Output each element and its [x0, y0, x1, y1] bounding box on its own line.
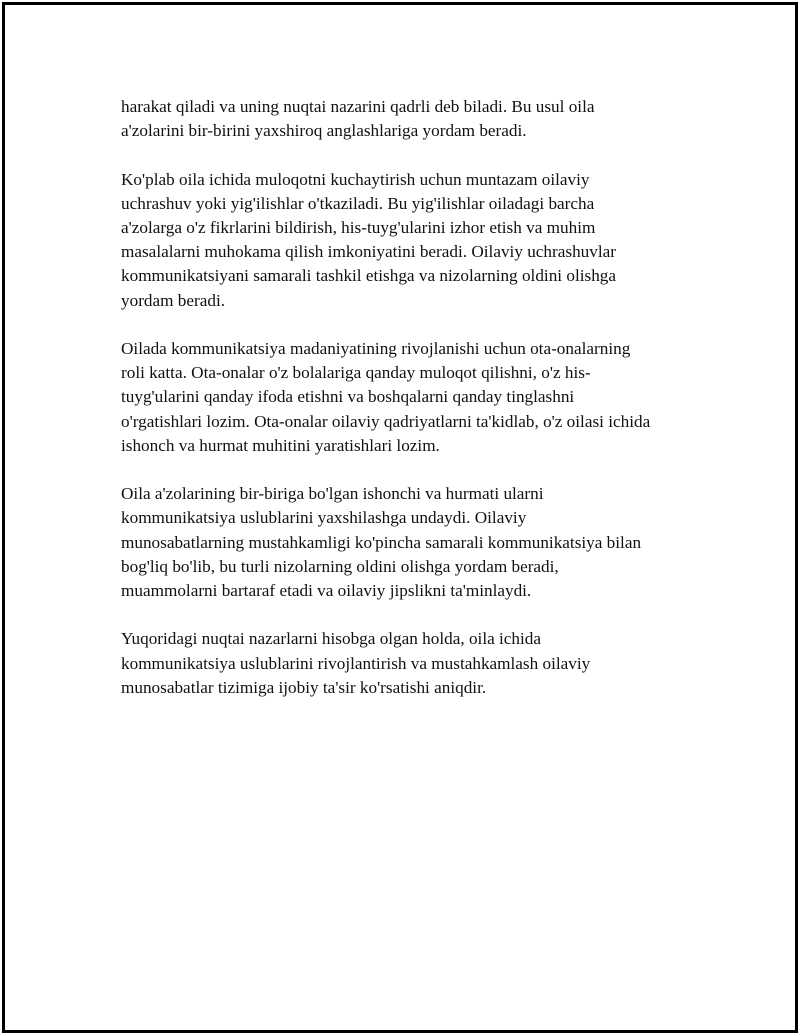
- text-line: Ko'plab oila ichida muloqotni kuchaytirish uchun muntazam oilaviy: [121, 169, 590, 189]
- text-line: yordam beradi.: [121, 290, 226, 310]
- text-line: munosabatlarning mustahkamligi ko'pincha samarali kommunikatsiya bilan: [121, 532, 642, 552]
- text-line: a'zolarini bir-birini yaxshiroq anglashlariga yordam beradi.: [121, 121, 527, 141]
- paragraph: [121, 627, 701, 700]
- text-line: roli katta. Ota-onalar o'z bolalariga qanday muloqot qilishni, o'z his-: [121, 363, 591, 383]
- text-line: a'zolarga o'z fikrlarini bildirish, his-tuyg'ularini izhor etish va muhim: [121, 218, 596, 237]
- text-line: Oilada kommunikatsiya madaniyatining rivojlanishi uchun ota-onalarning: [121, 339, 631, 358]
- text-line: kommunikatsiya uslublarini yaxshilashga undaydi. Oilaviy: [121, 508, 527, 528]
- page-frame: [2, 2, 798, 1033]
- text-line: uchrashuv yoki yig'ilishlar o'tkaziladi. Bu yig'ilishlar oiladagi barcha: [121, 193, 595, 213]
- text-line: muammolarni bartaraf etadi va oilaviy jipslikni ta'minlaydi.: [121, 581, 532, 601]
- text-line: harakat qiladi va uning nuqtai nazarini qadrli deb biladi. Bu usul oila: [121, 97, 595, 116]
- text-line: tuyg'ularini qanday ifoda etishni va boshqalarni qanday tinglashni: [121, 387, 575, 407]
- paragraph: [121, 482, 701, 603]
- text-line: munosabatlar tizimiga ijobiy ta'sir ko'rsatishi aniqdir.: [121, 677, 487, 697]
- text-line: kommunikatsiya uslublarini rivojlantirish va mustahkamlash oilaviy: [121, 653, 591, 673]
- text-line: ishonch va hurmat muhitini yaratishlari lozim.: [121, 435, 440, 455]
- text-line: o'rgatishlari lozim. Ota-onalar oilaviy qadriyatlarni ta'kidlab, o'z oilasi ichida: [121, 411, 651, 431]
- paragraph: [121, 337, 701, 458]
- paragraph: [121, 95, 701, 143]
- text-line: Oila a'zolarining bir-biriga bo'lgan ishonchi va hurmati ularni: [121, 484, 544, 504]
- document-body: [121, 95, 701, 724]
- text-line: bog'liq bo'lib, bu turli nizolarning oldini olishga yordam beradi,: [121, 556, 559, 576]
- text-line: Yuqoridagi nuqtai nazarlarni hisobga olgan holda, oila ichida: [121, 629, 542, 649]
- text-line: kommunikatsiyani samarali tashkil etishga va nizolarning oldini olishga: [121, 266, 617, 286]
- text-line: masalalarni muhokama qilish imkoniyatini beradi. Oilaviy uchrashuvlar: [121, 242, 616, 262]
- paragraph: [121, 168, 701, 313]
